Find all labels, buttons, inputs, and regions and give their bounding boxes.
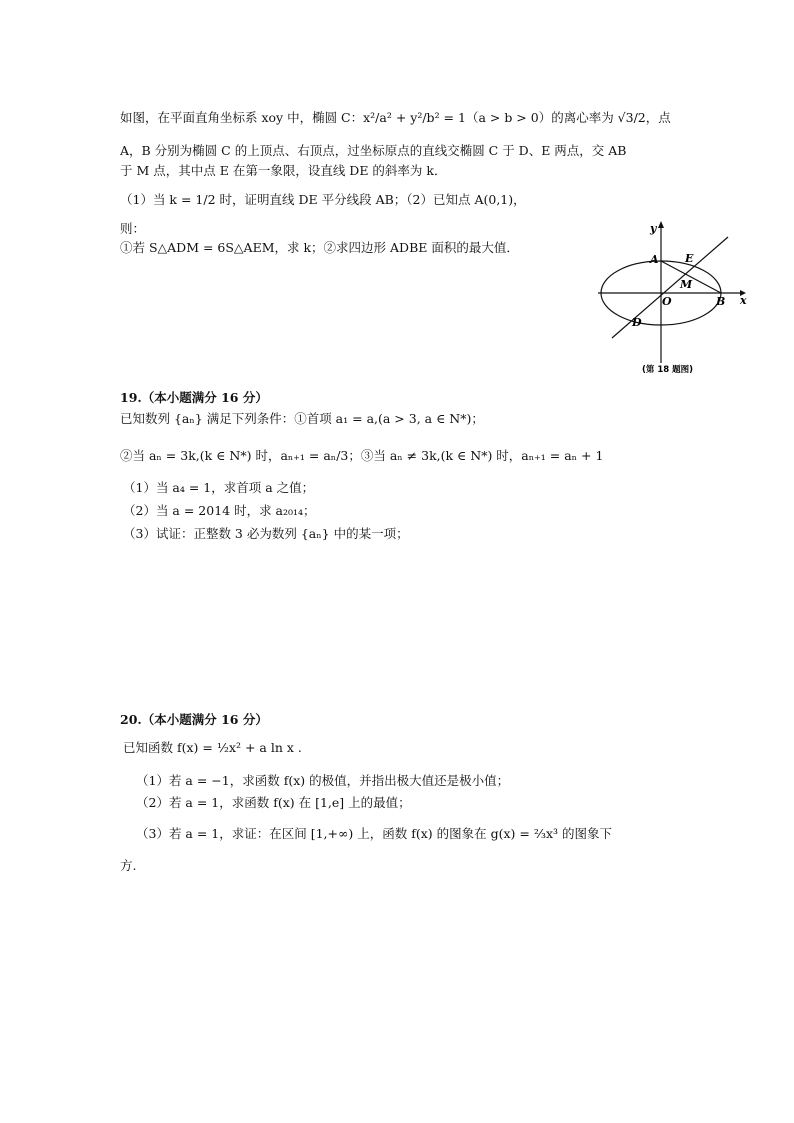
y-axis-arrow	[658, 221, 664, 228]
label-m: M	[680, 278, 693, 291]
problem19-line1: 已知数列 {aₙ} 满足下列条件：①首项 a₁ = a,(a > 3, a ∈ N*)；	[120, 411, 484, 426]
problem19-q1: （1）当 a₄ = 1，求首项 a 之值；	[123, 480, 315, 495]
label-e: E	[685, 252, 694, 265]
problem19-line2: ②当 aₙ = 3k,(k ∈ N*) 时，aₙ₊₁ = aₙ/3；③当 aₙ ≠ 3k,(k ∈ N*) 时，aₙ₊₁ = aₙ + 1	[120, 448, 604, 463]
ellipse-figure	[590, 218, 770, 378]
problem19-heading: 19.（本小题满分 16 分）	[120, 390, 268, 405]
problem18-line2: A，B 分别为椭圆 C 的上顶点、右顶点，过坐标原点的直线交椭圆 C 于 D、E 两点，交 AB	[120, 143, 627, 158]
problem20-q3: （3）若 a = 1，求证：在区间 [1,+∞) 上，函数 f(x) 的图象在 g(x) = ⅔x³ 的图象下	[136, 826, 612, 841]
problem18-line5: 则：	[120, 221, 146, 236]
problem20-q2: （2）若 a = 1，求函数 f(x) 在 [1,e] 上的最值；	[136, 795, 411, 810]
label-o: O	[662, 295, 672, 308]
problem18-line6: ①若 S△ADM = 6S△AEM，求 k；②求四边形 ADBE 面积的最大值．	[120, 240, 519, 255]
label-b: B	[716, 295, 726, 308]
label-x: x	[740, 294, 747, 307]
problem20-q1: （1）若 a = −1，求函数 f(x) 的极值，并指出极大值还是极小值；	[136, 773, 510, 788]
label-y: y	[650, 222, 657, 235]
label-d: D	[632, 316, 642, 329]
problem20-q3-cont: 方.	[120, 858, 137, 873]
figure-caption: (第 18 题图)	[642, 365, 694, 375]
problem18-line4: （1）当 k = 1/2 时，证明直线 DE 平分线段 AB；（2）已知点 A(0,1)，	[120, 192, 526, 207]
problem18-line1: 如图，在平面直角坐标系 xoy 中，椭圆 C：x²/a² + y²/b² = 1（a > b > 0）的离心率为 √3/2，点	[120, 110, 671, 125]
problem20-given: 已知函数 f(x) = ½x² + a ln x .	[123, 740, 302, 755]
ellipse-diagram	[590, 218, 770, 378]
label-a: A	[650, 253, 659, 266]
problem20-heading: 20.（本小题满分 16 分）	[120, 712, 268, 727]
problem18-line3: 于 M 点，其中点 E 在第一象限，设直线 DE 的斜率为 k．	[120, 163, 447, 178]
problem19-q3: （3）试证：正整数 3 必为数列 {aₙ} 中的某一项；	[123, 526, 409, 541]
problem19-q2: （2）当 a = 2014 时，求 a₂₀₁₄；	[123, 503, 316, 518]
